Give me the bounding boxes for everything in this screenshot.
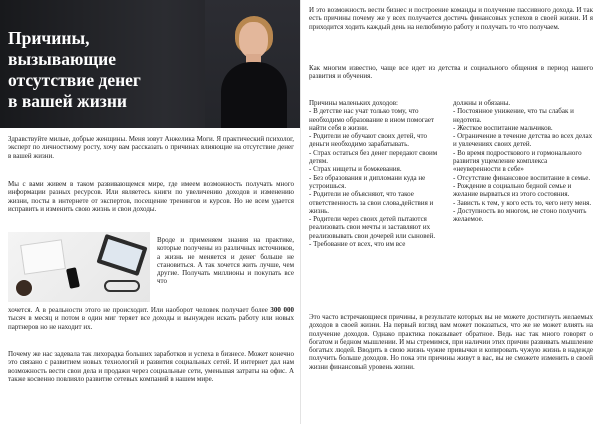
side-paragraph (157, 236, 294, 304)
last-left-paragraph (8, 350, 294, 402)
intro-text: Здравствуйте милые, добрые женщины. Меня зовут Анжелика Моги. Я практический психолог, эксперт по личностному росту, хочу вам рассказать о причинах влияющие на отсутствие денег в вашей жизни. (8, 135, 294, 160)
right-final-paragraph (309, 313, 593, 413)
side-paragraph-text: Вроде и применяем знания на практике, которые получены из различных источников, а жизнь не меняется и денег больше не становиться. А так хочется жить лучше, чем другие. Получать миллионы и покупать все что (157, 236, 294, 286)
last-left-paragraph-text: Почему же нас задевала так лихорадка больших заработков и успеха в бизнесе. Может конечно это связано с развитием новых технологий и развития социальных сетей. И интернет дал нам возможность вести свои дела и продажи через социальные сети, уменьшая затраты на офис. А также косвенно повлияло развитие сетевых компаний в нашем мире. (8, 350, 294, 383)
title-line: Причины, (8, 28, 90, 48)
list-item: - Страх нищеты и бомжевания. (309, 165, 402, 174)
author-portrait-photo (205, 0, 300, 128)
desk-workspace-photo (8, 232, 150, 302)
list-item: - Зависть к тем, у кого есть то, чего нету меня. (453, 198, 592, 207)
title-line: в вашей жизни (8, 91, 127, 111)
income-amount: 300 000 (270, 306, 294, 314)
notebook-icon (20, 239, 66, 275)
continuation-text (8, 306, 294, 331)
title-line: вызывающие (8, 49, 117, 69)
right-second-paragraph-text: Как многим известно, чаще все идет из детства и социального общения в период нашего развития и обучения. (309, 64, 593, 81)
reasons-list-heading: Причины маленьких доходов: (309, 99, 398, 107)
coffee-cup-icon (14, 278, 34, 298)
list-item: - Жесткое воспитание мальчиков. (453, 123, 553, 132)
list-item: - Требование от всех, что им все (309, 240, 406, 249)
list-item: - Постоянное унижение, что ты слабак и недотепа. (453, 107, 574, 124)
second-paragraph-text: Мы с вами живем в таком развивающемся мире, где имеем возможность получать много информации разных ресурсов. Или являетесь книги по увеличению доходов и изменению жизни, посты в интернете от экспертов, посещение тренингов и курсов. Но не всем удается исправить и изменить свою жизнь и свои доходы. (8, 180, 294, 213)
continuation-part: хочется. А в реальности этого не происходит. Или наоборот человек получает более (8, 306, 271, 314)
list-item: - Ограничение в течение детства во всех делах и увлечениях своих детей. (453, 132, 593, 149)
phone-icon (66, 267, 80, 289)
title-line: отсутствие денег (8, 70, 141, 90)
list-item: - Доступность во многом, не стоно получить желаемое. (453, 206, 587, 224)
list-item: - В детстве нас учат только тому, что необходимо образование в ином помогает найти себя в жизни. (309, 107, 435, 132)
right-second-paragraph (309, 64, 593, 84)
list-item: - Рождение в социально бедной семье и желание вырваться из этого состояния. (453, 181, 572, 199)
glasses-icon (104, 280, 140, 292)
list-item: - Родители не объясняют, что такое ответственность за свои слова,действия и жизнь. (309, 190, 434, 215)
second-paragraph (8, 180, 294, 230)
right-first-paragraph (309, 6, 593, 50)
list-item: - Отсутствие финансовое воспитание в семье. (453, 173, 591, 182)
reasons-list-column-2 (453, 99, 593, 304)
right-first-paragraph-text: И это возможность вести бизнес и построение команды и получение пассивного дохода. И так есть причины почему же у всех получается достичь финансовых успехов в своей жизни. И я приходится ходить каждый день на нелюбимую работу и получать то что получаем. (309, 6, 593, 31)
continuation-paragraph (8, 306, 294, 341)
reasons-list-continued (453, 99, 593, 223)
header-banner (0, 0, 300, 128)
list-item: - Родители не обучают своих детей, что деньги необходимо зарабатывать. (309, 132, 427, 149)
portrait-clothing (221, 62, 287, 128)
list-item: - Родители через своих детей пытаются реализовать свои мечты и заставляют их реализовывать свои дочерей или сыновей. (309, 215, 436, 240)
intro-paragraph (8, 135, 294, 171)
list-item: - Без образования и дипломани куда не устроишься. (309, 173, 426, 190)
reasons-list-column-1 (309, 99, 447, 304)
right-final-paragraph-text: Это часто встречающиеся причины, в результате которых вы не можете достигнуть желаемых доходов в своей жизни. На первый взгляд вам может показаться, что же не может влиять на получение доходов. Однако практика показывает обратное. Ведь нас так много говорят о богатом и бедном мышлении. И мы стремимся, при наличии этих причин развивать мышление богатых людей. Вводить в свою жизнь чужие привычки и копировать чужую жизнь в надежде получить больше доходов. Но пока эти причины живут в вас, вы не сможете изменить в своей жизни финансовый уровень жизни. (309, 313, 593, 371)
continuation-part: тысяч в месяц и потом в один миг теряет все доходы и вынужден искать работу или новых партнеров но не находит их. (8, 314, 294, 331)
portrait-face (239, 22, 268, 58)
list-item: - Во время подросткового и гормонального развития ущемление комплекса «неуверенности в себе» (453, 148, 582, 174)
page-title (8, 28, 208, 112)
right-page (300, 0, 600, 424)
reasons-list (309, 107, 447, 248)
laptop-icon (96, 234, 147, 276)
list-item: - Страх остаться без денег передают своим детям. (309, 148, 438, 166)
list-item: должны и обязаны. (453, 99, 511, 107)
